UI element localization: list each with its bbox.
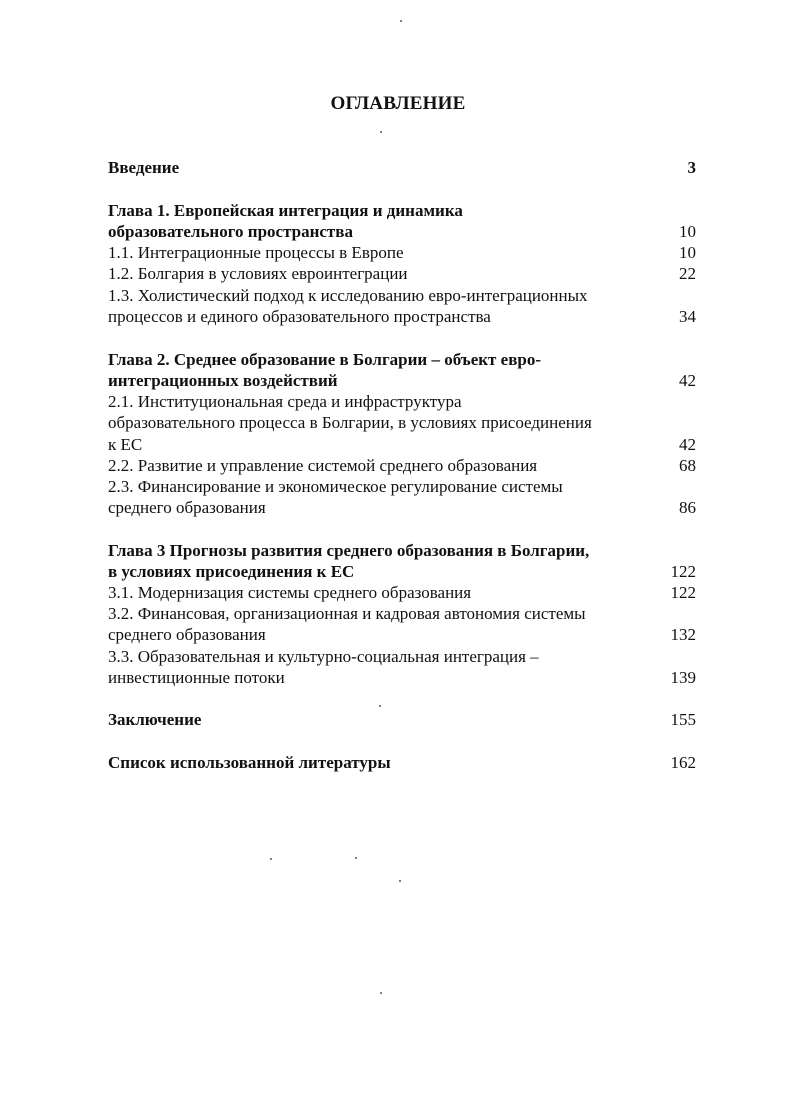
toc-entry-bibliography <box>108 752 696 774</box>
toc-entry-chapter-1-cont <box>108 221 696 243</box>
toc-entry-page: 42 <box>679 435 696 454</box>
scan-speck <box>380 131 382 133</box>
toc-entry-text: Список использованной литературы <box>108 753 391 772</box>
scan-speck <box>270 858 272 860</box>
toc-entry-chapter-3-cont <box>108 561 696 583</box>
toc-entry-text: 2.1. Институциональная среда и инфраструктура <box>108 392 462 411</box>
scan-speck <box>399 880 401 882</box>
toc-entry-text: Глава 1. Европейская интеграция и динамика <box>108 201 463 220</box>
toc-entry-text: Глава 2. Среднее образование в Болгарии – объект евро- <box>108 350 542 369</box>
toc-entry-2-1 <box>108 391 696 413</box>
toc-entry-3-1 <box>108 582 696 604</box>
toc-entry-text: 3.2. Финансовая, организационная и кадровая автономия системы <box>108 604 586 623</box>
toc-entry-page: 10 <box>679 222 696 241</box>
toc-entry-page: 155 <box>670 710 696 729</box>
scan-speck <box>355 857 357 859</box>
toc-entry-1-1 <box>108 242 696 264</box>
toc-entry-chapter-1 <box>108 200 696 222</box>
toc-entry-page: 132 <box>670 625 696 644</box>
scan-speck <box>400 20 402 22</box>
toc-entry-text: интеграционных воздействий <box>108 371 338 390</box>
scan-speck <box>379 705 381 707</box>
toc-entry-text: процессов и единого образовательного пространства <box>108 307 491 326</box>
toc-entry-text: 1.3. Холистический подход к исследованию евро-интеграционных <box>108 286 588 305</box>
toc-entry-page: 122 <box>670 583 696 602</box>
toc-entry-text: к ЕС <box>108 435 143 454</box>
page-title: ОГЛАВЛЕНИЕ <box>330 93 466 114</box>
toc-entry-page: 34 <box>679 307 696 326</box>
toc-entry-chapter-3 <box>108 540 696 562</box>
toc-entry-conclusion <box>108 709 696 731</box>
toc-entry-text: среднего образования <box>108 498 266 517</box>
toc-entry-intro <box>108 157 696 179</box>
toc-entry-text: образовательного пространства <box>108 222 353 241</box>
toc-entry-page: 162 <box>670 753 696 772</box>
toc-entry-page: 22 <box>679 264 696 283</box>
toc-entry-text: в условиях присоединения к ЕС <box>108 562 355 581</box>
toc-entry-text: среднего образования <box>108 625 266 644</box>
toc-entry-text: Заключение <box>108 710 202 729</box>
toc-entry-page: 68 <box>679 456 696 475</box>
toc-entry-3-3 <box>108 646 696 668</box>
toc-entry-2-2 <box>108 455 696 477</box>
toc-entry-text: инвестиционные потоки <box>108 668 285 687</box>
toc-entry-text: образовательного процесса в Болгарии, в условиях присоединения <box>108 413 592 432</box>
toc-entry-page: 139 <box>670 668 696 687</box>
toc-entry-2-1-cont <box>108 412 696 434</box>
toc-entry-chapter-2-cont <box>108 370 696 392</box>
toc-entry-page: 42 <box>679 371 696 390</box>
toc-entry-2-1-cont-2 <box>108 434 696 456</box>
toc-entry-1-3-cont <box>108 306 696 328</box>
toc-entry-2-3-cont <box>108 497 696 519</box>
toc-entry-3-3-cont <box>108 667 696 689</box>
toc-entry-text: 3.3. Образовательная и культурно-социальная интеграция – <box>108 647 539 666</box>
toc-entry-2-3 <box>108 476 696 498</box>
toc-entry-text: 3.1. Модернизация системы среднего образования <box>108 583 472 602</box>
toc-entry-1-3 <box>108 285 696 307</box>
toc-entry-3-2 <box>108 603 696 625</box>
toc-entry-1-2 <box>108 263 696 285</box>
toc-entry-text: 2.2. Развитие и управление системой среднего образования <box>108 456 538 475</box>
toc-entry-text: Глава 3 Прогнозы развития среднего образования в Болгарии, <box>108 541 590 560</box>
toc-entry-page: 122 <box>670 562 696 581</box>
toc-entry-chapter-2 <box>108 349 696 371</box>
toc-entry-page: 10 <box>679 243 696 262</box>
toc-entry-3-2-cont <box>108 624 696 646</box>
toc-entry-text: 1.1. Интеграционные процессы в Европе <box>108 243 404 262</box>
toc-entry-page: 86 <box>679 498 696 517</box>
toc-entry-text: 2.3. Финансирование и экономическое регулирование системы <box>108 477 563 496</box>
scan-speck <box>380 992 382 994</box>
toc-entry-text: Введение <box>108 158 180 177</box>
toc-entry-text: 1.2. Болгария в условиях евроинтеграции <box>108 264 408 283</box>
toc-entry-page: 3 <box>687 158 696 177</box>
